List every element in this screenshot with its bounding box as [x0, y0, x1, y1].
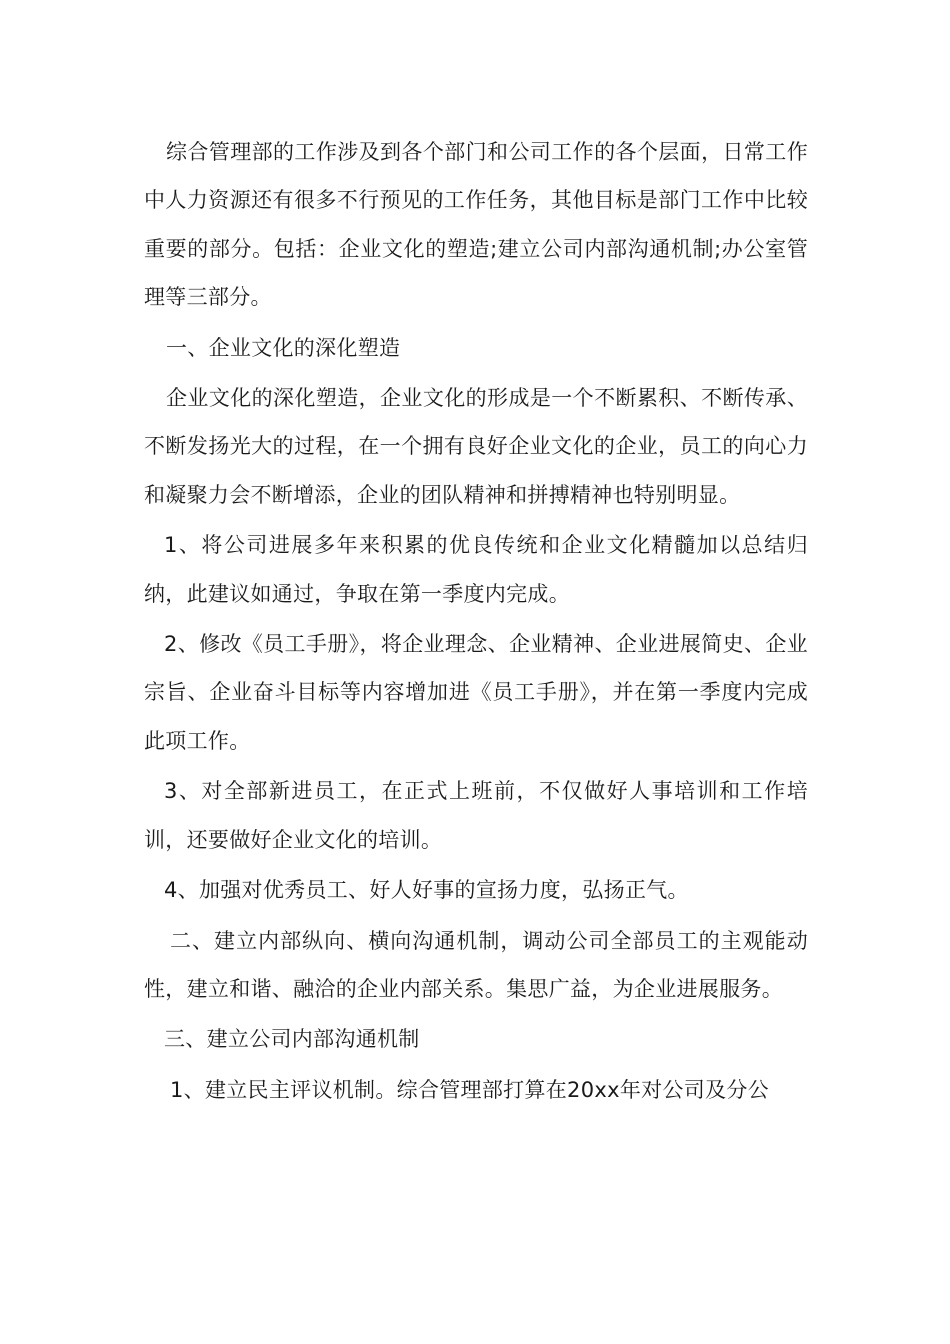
section-1-item-3: 3、对全部新进员工，在正式上班前，不仅做好人事培训和工作培训，还要做好企业文化的培训。	[144, 779, 808, 852]
section-heading-2: 二、建立内部纵向、横向沟通机制，调动公司全部员工的主观能动性，建立和谐、融洽的企业内部关系。集思广益，为企业进展服务。	[144, 928, 808, 1001]
section-1-item-1: 1、将公司进展多年来积累的优良传统和企业文化精髓加以总结归纳，此建议如通过，争取在第一季度内完成。	[144, 533, 808, 606]
intro-paragraph: 综合管理部的工作涉及到各个部门和公司工作的各个层面，日常工作中人力资源还有很多不行预见的工作任务，其他目标是部门工作中比较重要的部分。包括：企业文化的塑造;建立公司内部沟通机制;办公室管理等三部分。	[144, 140, 808, 310]
section-1-paragraph: 企业文化的深化塑造，企业文化的形成是一个不断累积、不断传承、不断发扬光大的过程，在一个拥有良好企业文化的企业，员工的向心力和凝聚力会不断增添，企业的团队精神和拼搏精神也特别明显。	[144, 386, 808, 507]
document-body	[144, 128, 808, 1116]
section-3-item-1: 1、建立民主评议机制。综合管理部打算在20xx年对公司及分公	[170, 1077, 769, 1102]
section-1-item-2: 2、修改《员工手册》，将企业理念、企业精神、企业进展简史、企业宗旨、企业奋斗目标等内容增加进《员工手册》，并在第一季度内完成此项工作。	[144, 632, 808, 753]
section-heading-3: 三、建立公司内部沟通机制	[164, 1027, 420, 1052]
section-1-item-4: 4、加强对优秀员工、好人好事的宣扬力度，弘扬正气。	[164, 878, 689, 903]
section-heading-1: 一、企业文化的深化塑造	[166, 335, 401, 360]
